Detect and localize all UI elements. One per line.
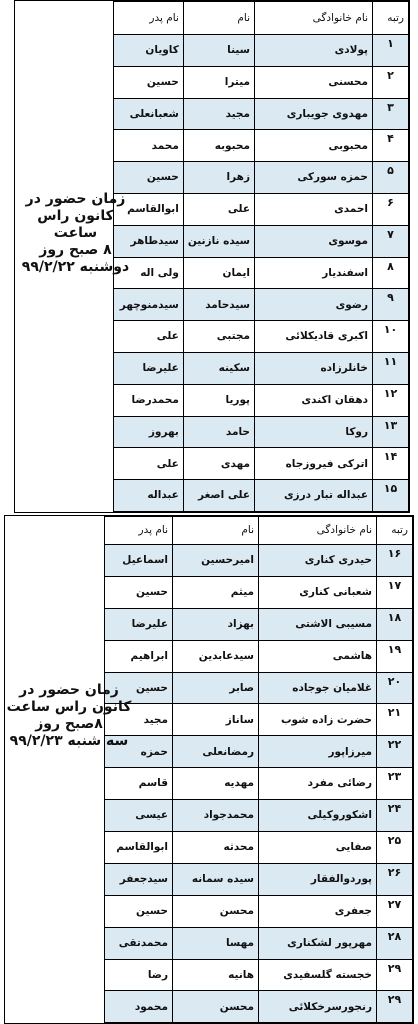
table-row <box>105 800 413 832</box>
header-last-name: نام خانوادگی <box>255 2 373 35</box>
table-row <box>105 576 413 608</box>
table-row <box>113 35 408 67</box>
last-name-cell: عبداله تبار درزی <box>255 480 373 512</box>
rank-cell: ۱۱ <box>373 352 409 384</box>
father-name-cell: علیرضا <box>113 352 183 384</box>
rank-cell: ۱۹ <box>377 640 413 672</box>
first-name-cell: ساناز <box>173 704 259 736</box>
rank-cell: ۱۲ <box>373 384 409 416</box>
header-first-name: نام <box>173 517 259 545</box>
first-name-cell: سیدحامد <box>183 289 254 321</box>
first-name-cell: علی <box>183 193 254 225</box>
rank-cell: ۱۴ <box>373 448 409 480</box>
father-name-cell: محمدتقی <box>105 927 173 959</box>
first-name-cell: سیده نازنین <box>183 225 254 257</box>
first-name-cell: محسن <box>173 895 259 927</box>
father-name-cell: ابوالقاسم <box>113 193 183 225</box>
first-name-cell: مجتبی <box>183 321 254 353</box>
first-name-cell: میترا <box>183 66 254 98</box>
table-row <box>105 736 413 768</box>
rank-cell: ۲۶ <box>377 863 413 895</box>
last-name-cell: حمزه سورکی <box>255 162 373 194</box>
header-father-name: نام پدر <box>113 2 183 35</box>
last-name-cell: رضوی <box>255 289 373 321</box>
table-row <box>113 384 408 416</box>
rank-cell: ۲ <box>373 66 409 98</box>
father-name-cell: محمد <box>113 130 183 162</box>
last-name-cell: اشکوروکیلی <box>259 800 377 832</box>
father-name-cell: ابراهیم <box>105 640 173 672</box>
header-rank: رتبه <box>377 517 413 545</box>
table-row <box>105 640 413 672</box>
first-name-cell: محدثه <box>173 832 259 864</box>
last-name-cell: اترکی فیروزجاه <box>255 448 373 480</box>
father-name-cell: مجید <box>105 704 173 736</box>
table-row <box>105 959 413 991</box>
rank-cell: ۴ <box>373 130 409 162</box>
first-name-cell: مهدیه <box>173 768 259 800</box>
first-name-cell: رمضانعلی <box>173 736 259 768</box>
first-name-cell: سیده سمانه <box>173 863 259 895</box>
rank-cell: ۲۹ <box>377 959 413 991</box>
table-row <box>113 193 408 225</box>
last-name-cell: احمدی <box>255 193 373 225</box>
table-row <box>113 352 408 384</box>
first-name-cell: ایمان <box>183 257 254 289</box>
rank-cell: ۱۳ <box>373 416 409 448</box>
father-name-cell: اسماعیل <box>105 545 173 577</box>
last-name-cell: اسفندیار <box>255 257 373 289</box>
first-name-cell: سکینه <box>183 352 254 384</box>
rank-cell: ۲۲ <box>377 736 413 768</box>
ranking-table-2 <box>104 516 413 1023</box>
father-name-cell: حسین <box>105 895 173 927</box>
first-name-cell: میثم <box>173 576 259 608</box>
table-row <box>105 832 413 864</box>
father-name-cell: سیدطاهر <box>113 225 183 257</box>
father-name-cell: علی <box>113 448 183 480</box>
header-first-name: نام <box>183 2 254 35</box>
rank-cell: ۱۰ <box>373 321 409 353</box>
rank-cell: ۱۵ <box>373 480 409 512</box>
rank-cell: ۳ <box>373 98 409 130</box>
last-name-cell: روکا <box>255 416 373 448</box>
father-name-cell: حسین <box>113 66 183 98</box>
table-row <box>113 480 408 512</box>
attendance-note-1: زمان حضور در کانون راس ساعت ۸ صبح روز دوشنبه ۹۹/۲/۲۲ <box>21 191 130 275</box>
last-name-cell: مهدوی جویباری <box>255 98 373 130</box>
last-name-cell: میرزاپور <box>259 736 377 768</box>
schedule-block-2 <box>4 515 414 1024</box>
father-name-cell: محمدرضا <box>113 384 183 416</box>
rank-cell: ۶ <box>373 193 409 225</box>
first-name-cell: صابر <box>173 672 259 704</box>
last-name-cell: صفایی <box>259 832 377 864</box>
last-name-cell: رنجورسرخکلائی <box>259 991 377 1023</box>
rank-cell: ۷ <box>373 225 409 257</box>
father-name-cell: ولی اله <box>113 257 183 289</box>
first-name-cell: سیدعابدین <box>173 640 259 672</box>
father-name-cell: محمود <box>105 991 173 1023</box>
last-name-cell: مهرپور لشکناری <box>259 927 377 959</box>
last-name-cell: اکبری قادیکلائی <box>255 321 373 353</box>
father-name-cell: کاویان <box>113 35 183 67</box>
table-row <box>113 98 408 130</box>
last-name-cell: پوردوالفقار <box>259 863 377 895</box>
table-row <box>105 545 413 577</box>
last-name-cell: محبوبی <box>255 130 373 162</box>
last-name-cell: پولادی <box>255 35 373 67</box>
rank-cell: ۲۸ <box>377 927 413 959</box>
table-row <box>105 927 413 959</box>
rank-cell: ۲۹ <box>377 991 413 1023</box>
father-name-cell: عبداله <box>113 480 183 512</box>
father-name-cell: شعبانعلی <box>113 98 183 130</box>
first-name-cell: مهدی <box>183 448 254 480</box>
father-name-cell: علیرضا <box>105 608 173 640</box>
last-name-cell: دهقان اکندی <box>255 384 373 416</box>
first-name-cell: محمدجواد <box>173 800 259 832</box>
father-name-cell: حسین <box>105 576 173 608</box>
last-name-cell: رضائی مفرد <box>259 768 377 800</box>
table-row <box>113 225 408 257</box>
table-row <box>105 863 413 895</box>
last-name-cell: جعفری <box>259 895 377 927</box>
header-rank: رتبه <box>373 2 409 35</box>
rank-cell: ۵ <box>373 162 409 194</box>
first-name-cell: زهرا <box>183 162 254 194</box>
rank-cell: ۲۵ <box>377 832 413 864</box>
last-name-cell: هاشمی <box>259 640 377 672</box>
father-name-cell: حسین <box>113 162 183 194</box>
last-name-cell: خانلرزاده <box>255 352 373 384</box>
schedule-block-1 <box>14 0 410 513</box>
table-row <box>105 672 413 704</box>
last-name-cell: حیدری کناری <box>259 545 377 577</box>
table-row <box>113 289 408 321</box>
first-name-cell: محسن <box>173 991 259 1023</box>
first-name-cell: حامد <box>183 416 254 448</box>
rank-cell: ۱۸ <box>377 608 413 640</box>
table-header-row <box>113 2 408 35</box>
father-name-cell: حمزه <box>105 736 173 768</box>
rank-cell: ۹ <box>373 289 409 321</box>
table-row <box>113 448 408 480</box>
rank-cell: ۱۷ <box>377 576 413 608</box>
table-row <box>105 768 413 800</box>
father-name-cell: بهروز <box>113 416 183 448</box>
table-row <box>105 704 413 736</box>
father-name-cell: علی <box>113 321 183 353</box>
rank-cell: ۲۷ <box>377 895 413 927</box>
rank-cell: ۲۳ <box>377 768 413 800</box>
header-father-name: نام پدر <box>105 517 173 545</box>
father-name-cell: حسین <box>105 672 173 704</box>
first-name-cell: محبوبه <box>183 130 254 162</box>
header-last-name: نام خانوادگی <box>259 517 377 545</box>
table-row <box>113 257 408 289</box>
father-name-cell: سیدمنوچهر <box>113 289 183 321</box>
rank-cell: ۲۱ <box>377 704 413 736</box>
father-name-cell: قاسم <box>105 768 173 800</box>
rank-cell: ۸ <box>373 257 409 289</box>
last-name-cell: خجسته گلسفیدی <box>259 959 377 991</box>
table-header-row <box>105 517 413 545</box>
first-name-cell: مهسا <box>173 927 259 959</box>
rank-cell: ۲۴ <box>377 800 413 832</box>
last-name-cell: شعبانی کناری <box>259 576 377 608</box>
last-name-cell: مسیبی الاشتی <box>259 608 377 640</box>
attendance-note-2: زمان حضور در کانون راس ساعت ۸صبح روز سه شنبه ۹۹/۲/۲۳ <box>6 682 132 749</box>
first-name-cell: علی اصغر <box>183 480 254 512</box>
last-name-cell: حضرت زاده شوب <box>259 704 377 736</box>
father-name-cell: رضا <box>105 959 173 991</box>
table-row <box>113 130 408 162</box>
first-name-cell: هانیه <box>173 959 259 991</box>
rank-cell: ۱۶ <box>377 545 413 577</box>
table-row <box>113 66 408 98</box>
table-row <box>105 608 413 640</box>
last-name-cell: موسوی <box>255 225 373 257</box>
last-name-cell: محسنی <box>255 66 373 98</box>
first-name-cell: مجید <box>183 98 254 130</box>
father-name-cell: سیدجعفر <box>105 863 173 895</box>
first-name-cell: پوریا <box>183 384 254 416</box>
father-name-cell: ابوالقاسم <box>105 832 173 864</box>
father-name-cell: عیسی <box>105 800 173 832</box>
table-row <box>113 321 408 353</box>
first-name-cell: امیرحسین <box>173 545 259 577</box>
rank-cell: ۱ <box>373 35 409 67</box>
table-row <box>105 895 413 927</box>
table-row <box>105 991 413 1023</box>
ranking-table-1 <box>113 1 409 512</box>
table-row <box>113 162 408 194</box>
first-name-cell: بهزاد <box>173 608 259 640</box>
table-row <box>113 416 408 448</box>
last-name-cell: غلامیان جوجاده <box>259 672 377 704</box>
rank-cell: ۲۰ <box>377 672 413 704</box>
first-name-cell: سینا <box>183 35 254 67</box>
